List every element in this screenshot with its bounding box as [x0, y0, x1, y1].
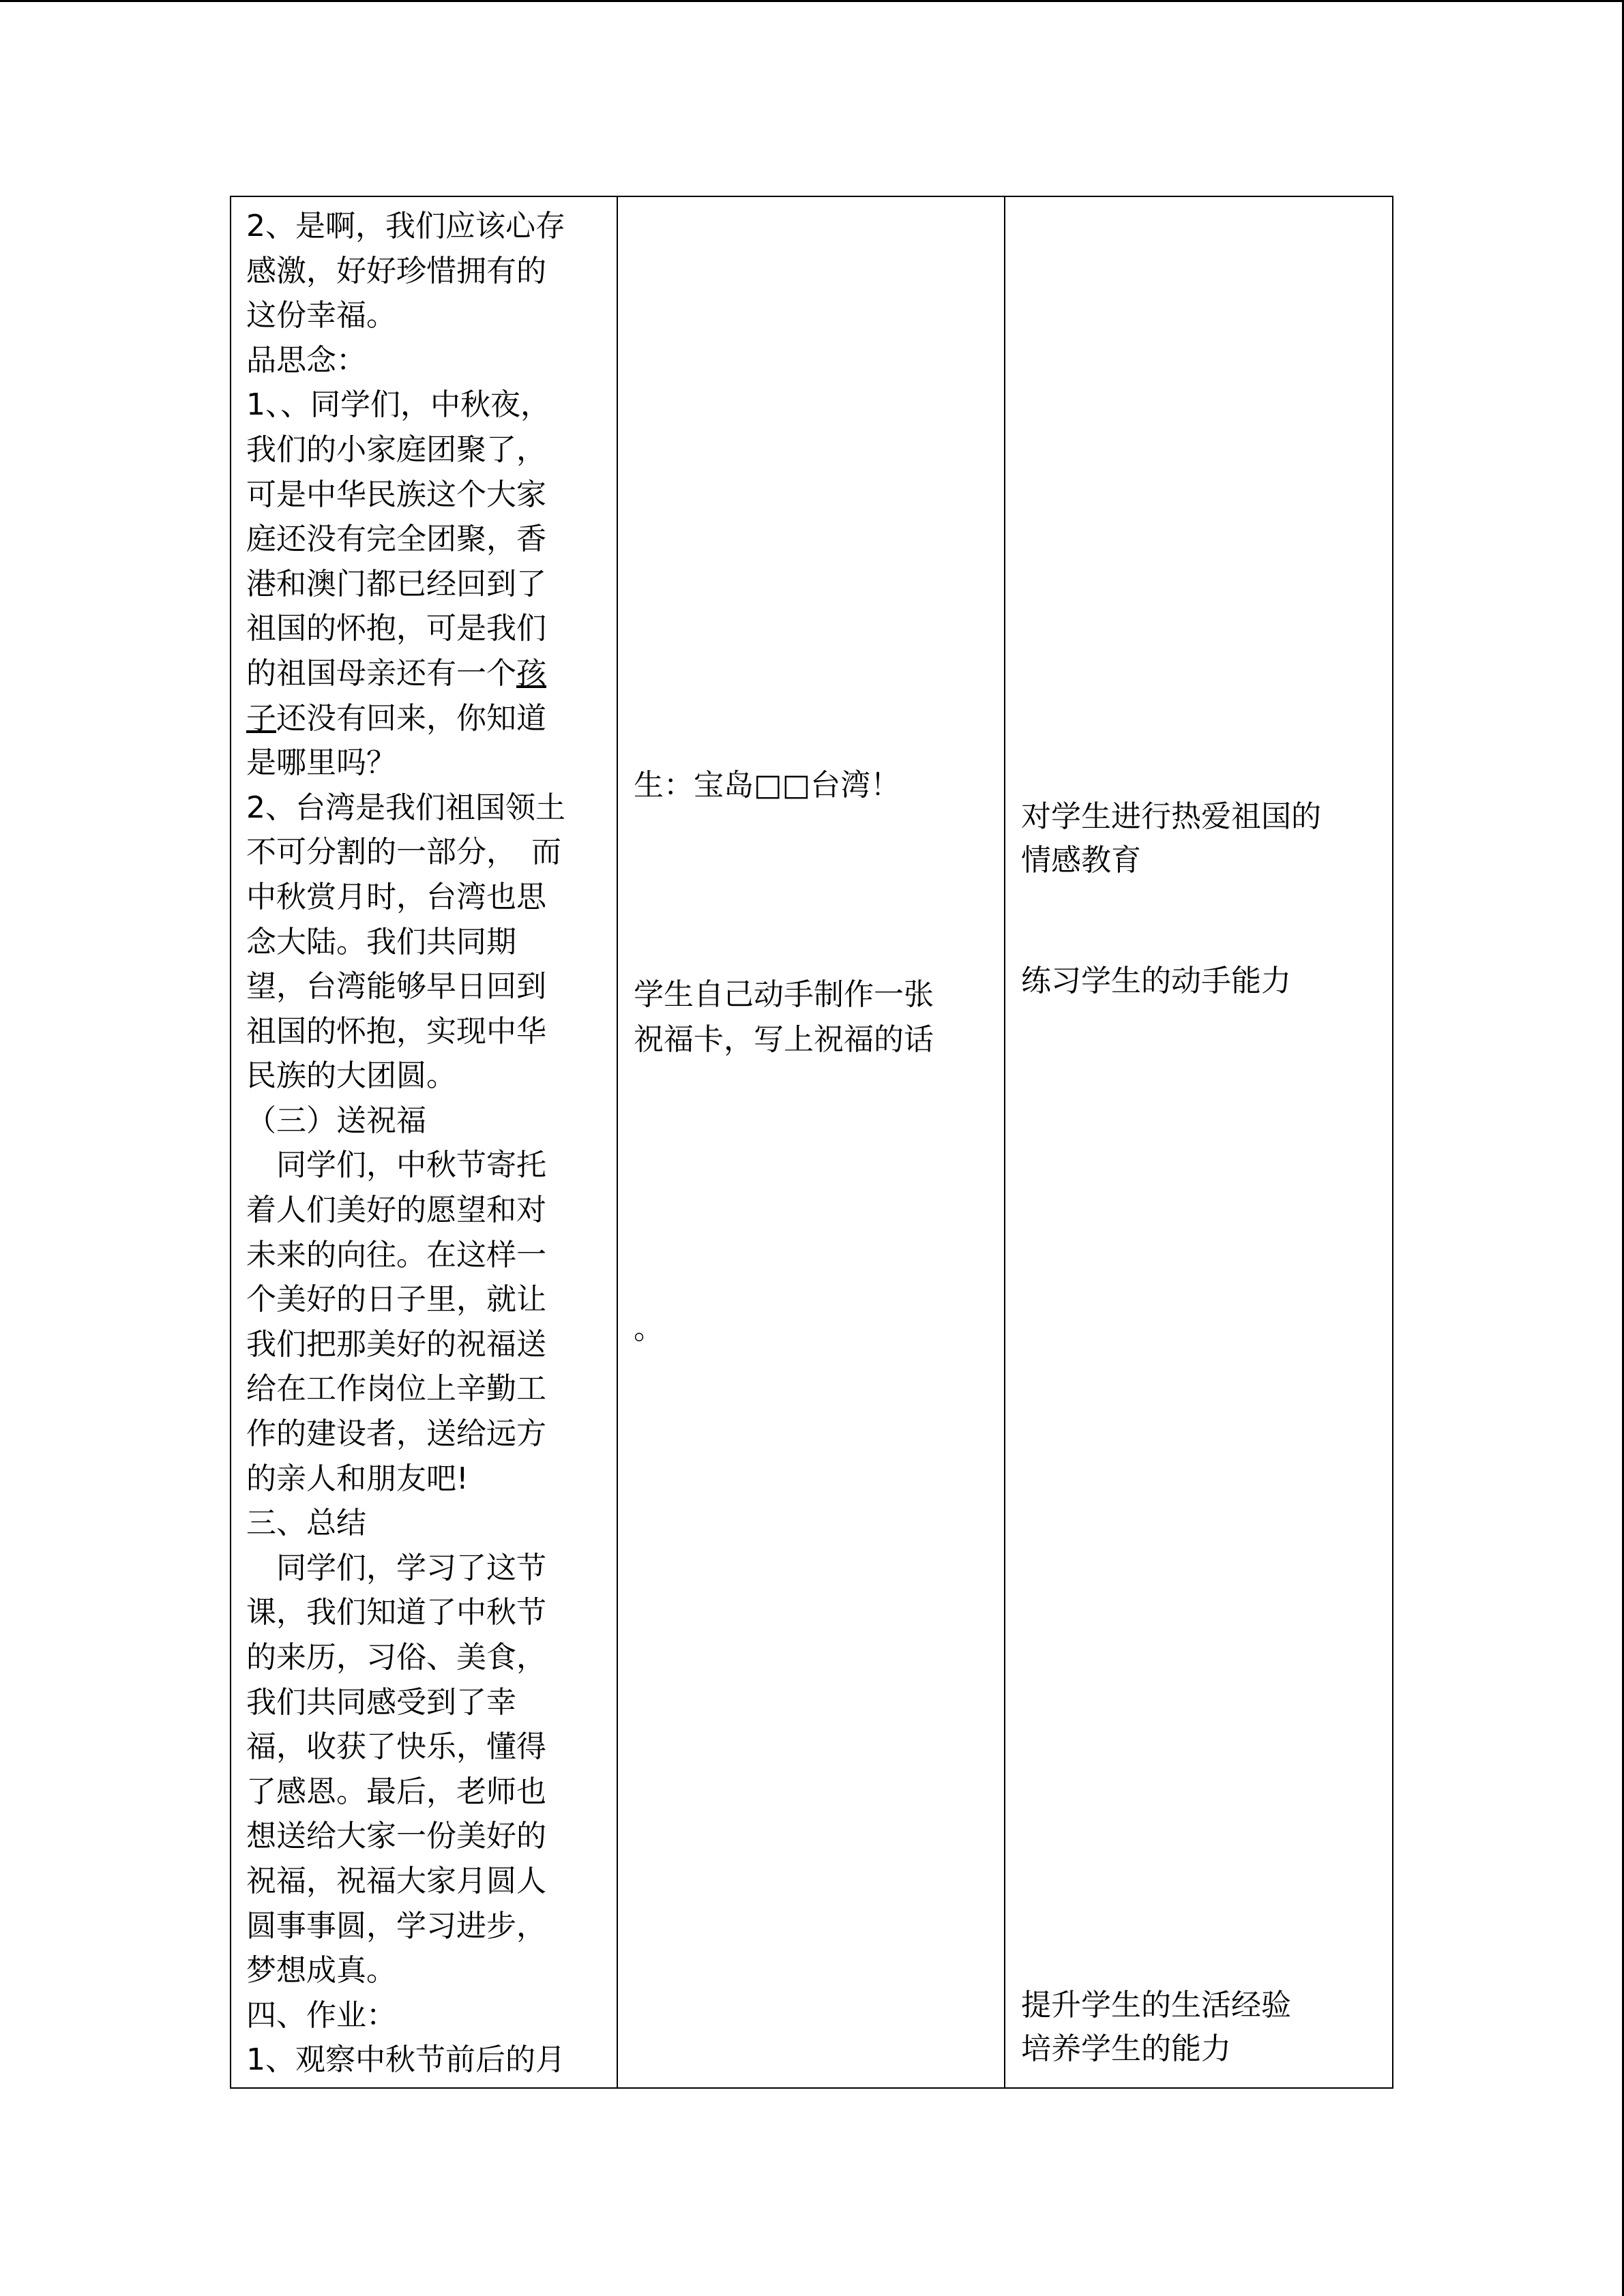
text-line: 的亲人和朋友吧! — [246, 1461, 469, 1496]
section-heading: 三、总结 — [246, 1506, 366, 1541]
student-card-task-line1: 学生自己动手制作一张 — [634, 977, 934, 1012]
text-line: 祖国的怀抱，可是我们 — [246, 611, 546, 646]
text-line: 梦想成真。 — [246, 1953, 396, 1988]
intent-ability: 培养学生的能力 — [1021, 2031, 1231, 2066]
text-line: 个美好的日子里，就让 — [246, 1282, 546, 1317]
text-line: 作的建设者，送给远方 — [246, 1416, 546, 1452]
column-divider-1 — [617, 197, 618, 2087]
section-heading: （三）送祝福 — [246, 1103, 426, 1138]
section-heading: 四、作业： — [246, 1997, 396, 2033]
text-segment: 的祖国母亲还有一个 — [246, 655, 516, 691]
text-line: 未来的向往。在这样一 — [246, 1237, 546, 1272]
underlined-text: 子 — [246, 700, 276, 736]
text-line: 祖国的怀抱，实现中华 — [246, 1013, 546, 1049]
student-answer-taiwan: 生：宝岛□□台湾！ — [634, 768, 901, 803]
section-heading: 品思念： — [246, 342, 366, 378]
text-line: 望，台湾能够早日回到 — [246, 969, 546, 1004]
text-line: 了感恩。最后，老师也 — [246, 1774, 546, 1809]
underlined-text: 孩 — [516, 655, 546, 691]
text-line: 福，收获了快乐，懂得 — [246, 1729, 546, 1765]
teacher-content-column — [246, 204, 565, 2083]
text-line: 想送给大家一份美好的 — [246, 1819, 546, 1854]
text-line: 课，我们知道了中秋节 — [246, 1595, 546, 1630]
text-line: 同学们，学习了这节 — [246, 1550, 546, 1585]
text-line: 不可分割的一部分， 而 — [246, 835, 561, 870]
student-card-task-line2: 祝福卡，写上祝福的话 — [634, 1022, 934, 1057]
text-line: 我们共同感受到了幸 — [246, 1684, 516, 1720]
text-line: 圆事事圆，学习进步， — [246, 1908, 546, 1943]
lesson-plan-table — [230, 196, 1393, 2089]
text-line: 可是中华民族这个大家 — [246, 477, 546, 512]
text-line: 港和澳门都已经回到了 — [246, 566, 546, 601]
column-divider-2 — [1004, 197, 1005, 2087]
intent-patriotism-line2: 情感教育 — [1021, 843, 1141, 878]
intent-patriotism-line1: 对学生进行热爱祖国的 — [1021, 799, 1321, 834]
text-line: 1、、同学们，中秋夜， — [246, 387, 550, 423]
text-line: 是哪里吗？ — [246, 745, 396, 781]
text-line — [246, 651, 565, 696]
text-line: 2、是啊，我们应该心存 — [246, 209, 565, 243]
text-line: 我们的小家庭团聚了， — [246, 432, 546, 467]
text-line: 着人们美好的愿望和对 — [246, 1193, 546, 1228]
text-segment: 还没有回来，你知道 — [276, 700, 546, 736]
text-line: 同学们，中秋节寄托 — [246, 1148, 546, 1183]
text-line: 庭还没有完全团聚，香 — [246, 522, 546, 557]
page-top-border — [0, 0, 1624, 2]
text-line: 感激，好好珍惜拥有的 — [246, 253, 546, 288]
text-line: 1、观察中秋节前后的月 — [246, 2042, 565, 2078]
text-line: 民族的大团圆。 — [246, 1058, 456, 1094]
text-line: 念大陆。我们共同期 — [246, 924, 516, 959]
text-line: 祝福，祝福大家月圆人 — [246, 1863, 546, 1898]
text-line — [246, 696, 565, 741]
text-line: 中秋赏月时，台湾也思 — [246, 879, 546, 914]
intent-life-experience: 提升学生的生活经验 — [1021, 1988, 1291, 2023]
student-period-mark: 。 — [634, 1311, 664, 1346]
intent-handson-ability: 练习学生的动手能力 — [1021, 964, 1291, 998]
text-line: 我们把那美好的祝福送 — [246, 1326, 546, 1362]
text-line: 2、台湾是我们祖国领土 — [246, 790, 565, 825]
text-line: 给在工作岗位上辛勤工 — [246, 1371, 546, 1407]
text-line: 的来历，习俗、美食， — [246, 1640, 546, 1675]
text-line: 这份幸福。 — [246, 298, 396, 333]
